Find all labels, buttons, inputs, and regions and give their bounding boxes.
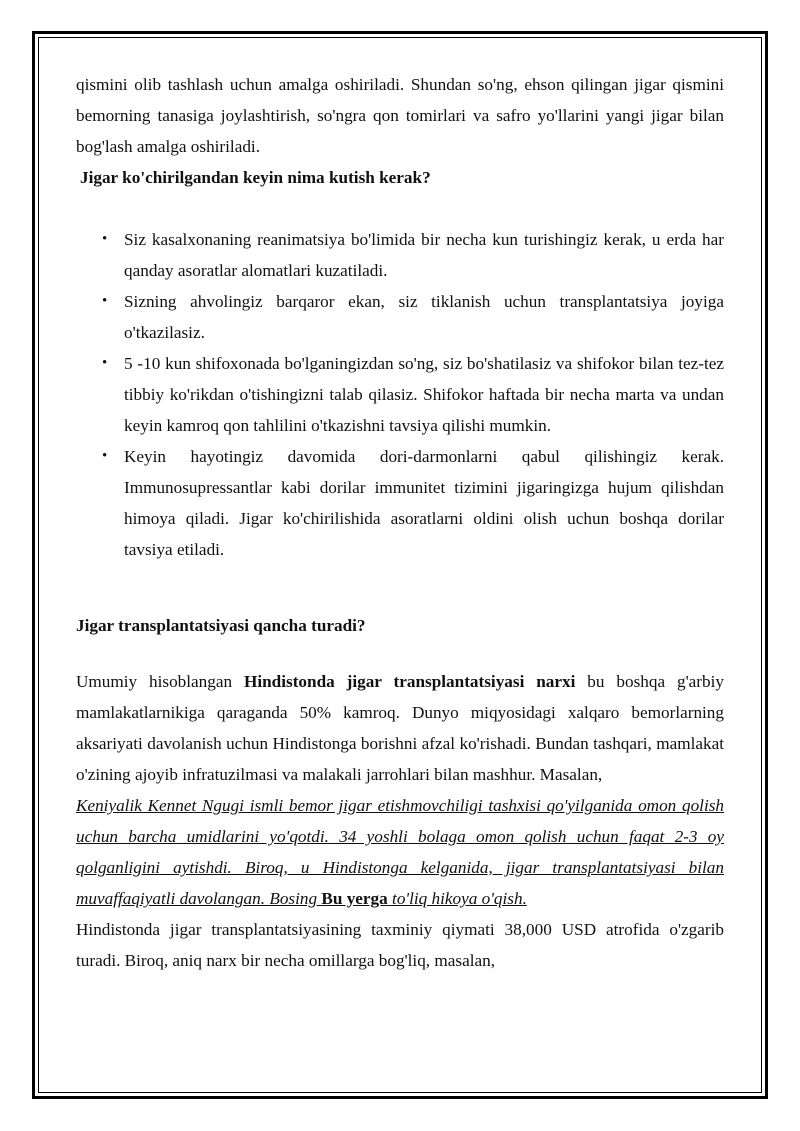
after-transplant-list	[76, 224, 724, 565]
cost-text-after: bu boshqa g'arbiy mamlakatlarnikiga qaraganda 50% kamroq. Dunyo miqyosidagi xalqaro bemorlarning aksariyati davolanish uchun Hindistonga borishni afzal ko'rishadi. Bundan tashqari, mamlakat o'zining ajoyib infratuzilmasi va malakali jarrohlari bilan mashhur. Masalan,	[76, 672, 724, 784]
cost-paragraph	[76, 666, 724, 790]
list-item: • Keyin hayotingiz davomida dori-darmonlarni qabul qilishingiz kerak. Immunosupressantlar kabi dorilar immunitet tizimini jigaringizga hujum qilishdan himoya qiladi. Jigar ko'chirilishida asoratlarni oldini olish uchun boshqa dorilar tavsiya etiladi.	[124, 441, 724, 565]
list-item: • Siz kasalxonaning reanimatsiya bo'limida bir necha kun turishingiz kerak, u erda har qanday asoratlar alomatlari kuzatiladi.	[124, 224, 724, 286]
cost-text-before: Umumiy hisoblangan	[76, 672, 244, 691]
story-link-here[interactable]: Bu yerga	[321, 889, 388, 908]
list-item: • Sizning ahvolingiz barqaror ekan, siz tiklanish uchun transplantatsiya joyiga o'tkazilasiz.	[124, 286, 724, 348]
heading-cost: Jigar transplantatsiyasi qancha turadi?	[76, 616, 366, 635]
patient-story-link[interactable]	[76, 790, 724, 914]
story-link-after[interactable]: to'liq hikoya o'qish.	[387, 889, 527, 908]
intro-paragraph: qismini olib tashlash uchun amalga oshiriladi. Shundan so'ng, ehson qilingan jigar qismini bemorning tanasiga joylashtirish, so'ngra qon tomirlari va safro yo'llarini yangi jigar bilan bog'lash amalga oshiriladi.	[76, 75, 724, 156]
list-item: • 5 -10 kun shifoxonada bo'lganingizdan so'ng, siz bo'shatilasiz va shifokor bilan tez-tez tibbiy ko'rikdan o'tishingizni talab qilasiz. Shifokor haftada bir necha marta va undan keyin kamroq qon tahlilini o'tkazishni tavsiya qilishi mumkin.	[124, 348, 724, 441]
heading-after-transplant: Jigar ko'chirilgandan keyin nima kutish kerak?	[80, 168, 431, 187]
story-text[interactable]: Keniyalik Kennet Ngugi ismli bemor jigar etishmovchiligi tashxisi qo'yilganida omon qolish uchun barcha umidlarini yo'qotdi. 34 yoshli bolaga omon qolish uchun faqat 2-3 oy qolganligini aytishdi. Biroq, u Hindistonga kelganida, jigar transplantatsiyasi bilan muvaffaqiyatli davolangan. Bosing	[76, 796, 724, 908]
document-body	[76, 69, 724, 976]
closing-paragraph: Hindistonda jigar transplantatsiyasining taxminiy qiymati 38,000 USD atrofida o'zgarib turadi. Biroq, aniq narx bir necha omillarga bog'liq, masalan,	[76, 920, 724, 970]
cost-text-bold: Hindistonda jigar transplantatsiyasi narxi	[243, 672, 576, 691]
